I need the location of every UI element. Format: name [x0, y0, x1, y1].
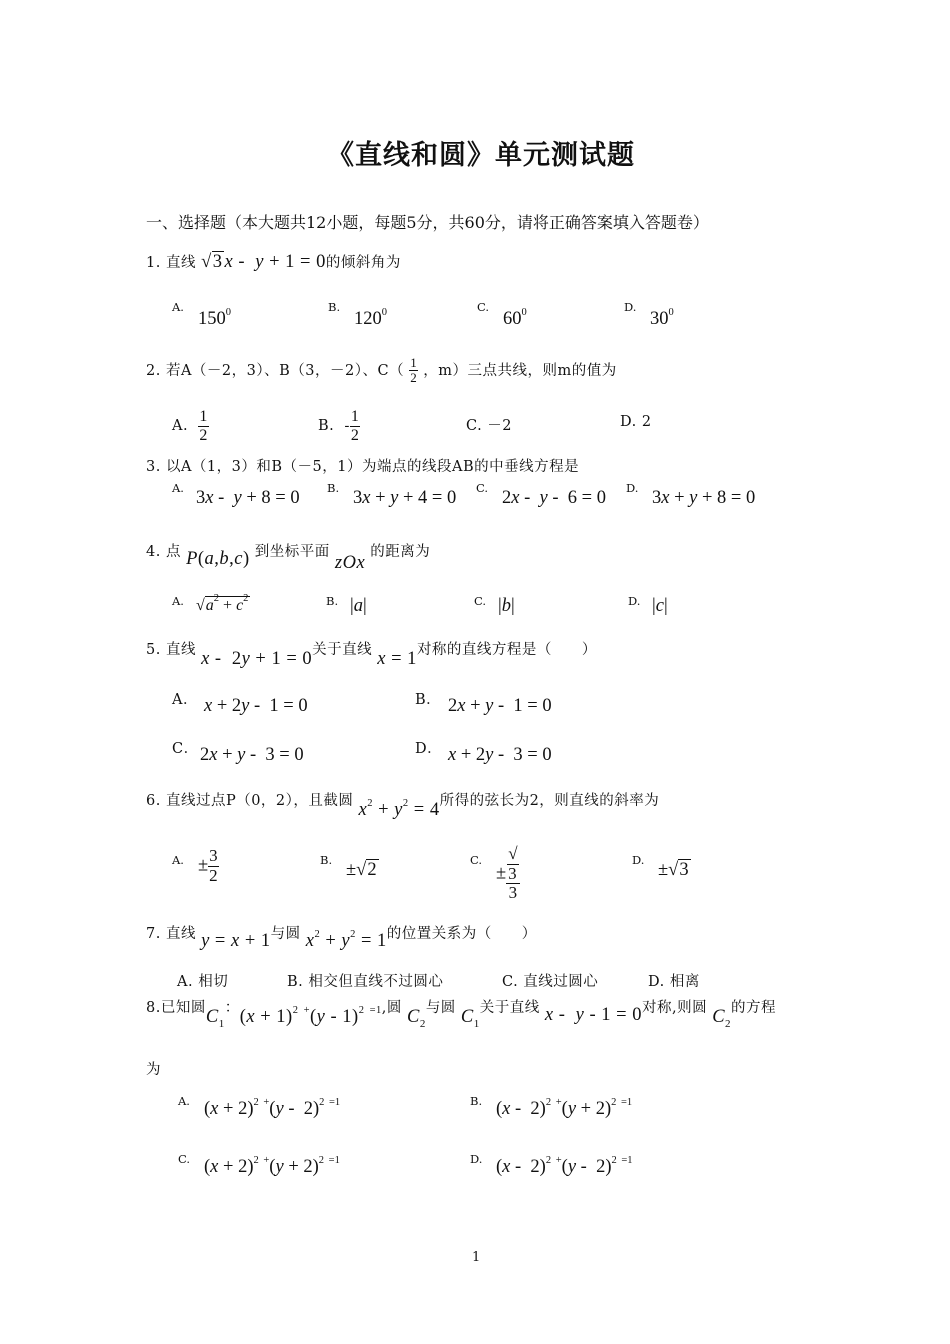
q3-option-d-value: 3x + y + 8 = 0 [652, 488, 756, 508]
question-7-suffix: 的位置关系为（ ） [386, 926, 537, 942]
question-8-c2-ref: $C_2$ [712, 1007, 732, 1030]
question-2-stem: 2. 若A（－2，3）、B（3，－2）、C（ [146, 362, 405, 379]
q4-option-b-label: B. [326, 594, 339, 608]
question-1 [146, 251, 401, 273]
question-7-mid: 与圆 [270, 926, 301, 942]
question-5-stem: 5. 直线 [146, 642, 196, 658]
q1-option-b-value: $120^0$ [354, 307, 387, 329]
q2-option-b-value: $\frac{1}{2}$ [350, 408, 360, 444]
q5-option-d-value: x + 2y - 3 = 0 [448, 745, 552, 765]
question-8-stem: 8.已知圆 [146, 1000, 206, 1016]
q6-option-c-value: ± √ 3 3 [496, 845, 520, 903]
question-1-equation: √3 x - y + 1 = 0 [201, 252, 326, 272]
question-8-line: x - y - 1 = 0 [544, 1005, 642, 1025]
question-4-plane: zOx [334, 553, 366, 573]
q8-option-d-value: (x - 2)$^2$ +(y - 2)$^2$ $^{=1}$ [496, 1155, 633, 1177]
q4-option-c-value: |b| [498, 596, 515, 616]
q7-option-c: C. 直线过圆心 [502, 974, 599, 990]
question-5-line: x - 2y + 1 = 0 [201, 649, 313, 669]
q3-option-a-value: 3x - y + 8 = 0 [196, 488, 300, 508]
q8-option-a-value: $(x + 2)^2$ +(y - 2)$^2$ $^{=1}$ [204, 1097, 341, 1119]
question-8-c1-ref: $C_1$ [460, 1007, 480, 1030]
question-8-colon: ： [224, 1000, 240, 1016]
q1-option-a-label: A. [172, 300, 184, 314]
q2-option-a-value: $\frac{1}{2}$ [199, 408, 208, 444]
question-8 [146, 996, 777, 1030]
question-6-circle: $x^2 + y^2 = 4$ [358, 798, 440, 820]
q6-option-b-value: ±√2 [346, 860, 377, 880]
question-8-suffix2: 的方程 [731, 1000, 777, 1016]
q2-option-b-label: B. [318, 418, 335, 435]
question-4-suffix: 的距离为 [370, 544, 431, 560]
question-6-suffix: 所得的弦长为2，则直线的斜率为 [439, 793, 660, 809]
q8-option-c-value: $(x + 2)^2$ $^+(y + 2)^2$ $^{=1}$ [204, 1155, 340, 1177]
q5-option-c-value: 2x + y - 3 = 0 [200, 745, 304, 765]
q6-option-c-label: C. [470, 853, 483, 867]
question-4-mid: 到坐标平面 [254, 544, 330, 560]
q3-option-d-label: D. [626, 481, 639, 495]
q1-option-d-label: D. [624, 300, 637, 314]
q4-option-b-value: |a| [350, 596, 367, 616]
q2-option-a-label: A. [172, 418, 189, 435]
question-8-c1: $C_1$ [205, 1007, 225, 1030]
question-8-line2: 为 [146, 1062, 161, 1078]
question-7-stem: 7. 直线 [146, 926, 196, 942]
q1-option-c-value: $60^0$ [503, 307, 527, 329]
q6-option-d-value: ±√3 [658, 860, 689, 880]
q5-option-c-label: C． [172, 741, 199, 757]
q5-option-a-value: x + 2y - 1 = 0 [204, 696, 308, 716]
question-8-c2: $C_2$ [406, 1007, 426, 1030]
section-heading: 一、选择题（本大题共12小题，每题5分，共60分，请将正确答案填入答题卷） [146, 213, 709, 232]
q5-option-b-label: B． [415, 692, 442, 708]
question-3: 3. 以A（1，3）和B（－5，1）为端点的线段AB的中垂线方程是 [146, 459, 580, 475]
q7-option-b: B. 相交但直线不过圆心 [287, 974, 444, 990]
q4-option-a-label: A. [172, 594, 184, 608]
q8-option-b-label: B. [470, 1094, 483, 1108]
q4-option-d-label: D. [628, 594, 641, 608]
q4-option-d-value: |c| [652, 596, 668, 616]
q3-option-b-value: 3x + y + 4 = 0 [353, 488, 457, 508]
q4-option-a-value: $√a^2 + c^2$ [196, 593, 249, 614]
q1-option-a-value: $150^0$ [198, 307, 231, 329]
question-6-stem: 6. 直线过点P（0，2），且截圆 [146, 793, 354, 809]
question-5-suffix: 对称的直线方程是（ ） [416, 642, 597, 658]
question-5-axis: x = 1 [377, 649, 417, 669]
q8-option-a-label: A. [178, 1094, 190, 1108]
q3-option-c-label: C. [476, 481, 489, 495]
q6-option-d-label: D. [632, 853, 645, 867]
question-2 [146, 356, 617, 386]
question-4-point: P(a,b,c) [186, 549, 250, 569]
q6-option-b-label: B. [320, 853, 333, 867]
q8-option-d-label: D. [470, 1152, 483, 1166]
question-8-circle: $(x + 1)^2$ +(y - 1)$^2$ $^{=1}$ [239, 1005, 382, 1027]
q5-option-b-value: 2x + y - 1 = 0 [448, 696, 552, 716]
question-8-mid2: 关于直线 [479, 1000, 540, 1016]
q5-option-a-label: A． [172, 692, 198, 708]
page-title: 《直线和圆》单元测试题 [327, 140, 635, 171]
question-1-stem: 1. 直线 [146, 255, 196, 271]
q3-option-b-label: B. [327, 481, 340, 495]
question-2-fraction: $\frac{1}{2}$ [410, 355, 418, 386]
q1-option-d-value: $30^0$ [650, 307, 674, 329]
question-8-mid: 与圆 [425, 1000, 456, 1016]
question-8-comma: ,圆 [381, 1000, 402, 1016]
page-number: 1 [472, 1250, 481, 1265]
q2-option-b: B. - $\frac{1}{2}$ [318, 408, 360, 444]
question-4-stem: 4. 点 [146, 544, 181, 560]
question-5-mid: 关于直线 [312, 642, 373, 658]
question-8-suffix: 对称,则圆 [641, 1000, 708, 1016]
q8-option-c-label: C. [178, 1152, 191, 1166]
q1-option-c-label: C. [477, 300, 490, 314]
q6-option-a-label: A. [172, 853, 184, 867]
question-6 [146, 789, 660, 820]
q6-option-a-value: ± $\frac{3}{2}$ [198, 846, 218, 885]
question-1-suffix: 的倾斜角为 [325, 255, 401, 271]
q2-option-c: C. －2 [466, 418, 513, 434]
q7-option-d: D. 相离 [648, 974, 700, 990]
q2-option-d: D. 2 [620, 414, 652, 430]
question-7-circle: $x^2 + y^2 = 1$ [305, 929, 387, 951]
question-7-line: y = x + 1 [201, 931, 271, 951]
q2-option-a [172, 408, 209, 444]
q5-option-d-label: D． [415, 741, 443, 757]
question-5 [146, 638, 597, 669]
question-2-suffix: ，m）三点共线，则m的值为 [423, 362, 617, 379]
q3-option-c-value: 2x - y - 6 = 0 [502, 488, 606, 508]
q3-option-a-label: A. [172, 481, 184, 495]
q1-option-b-label: B. [328, 300, 341, 314]
q7-option-a: A. 相切 [177, 974, 229, 990]
question-4 [146, 540, 431, 573]
question-7 [146, 922, 537, 951]
q4-option-c-label: C. [474, 594, 487, 608]
q8-option-b-value: (x - 2)$^2$ $^+(y + 2)^2$ $^{=1}$ [496, 1097, 633, 1119]
